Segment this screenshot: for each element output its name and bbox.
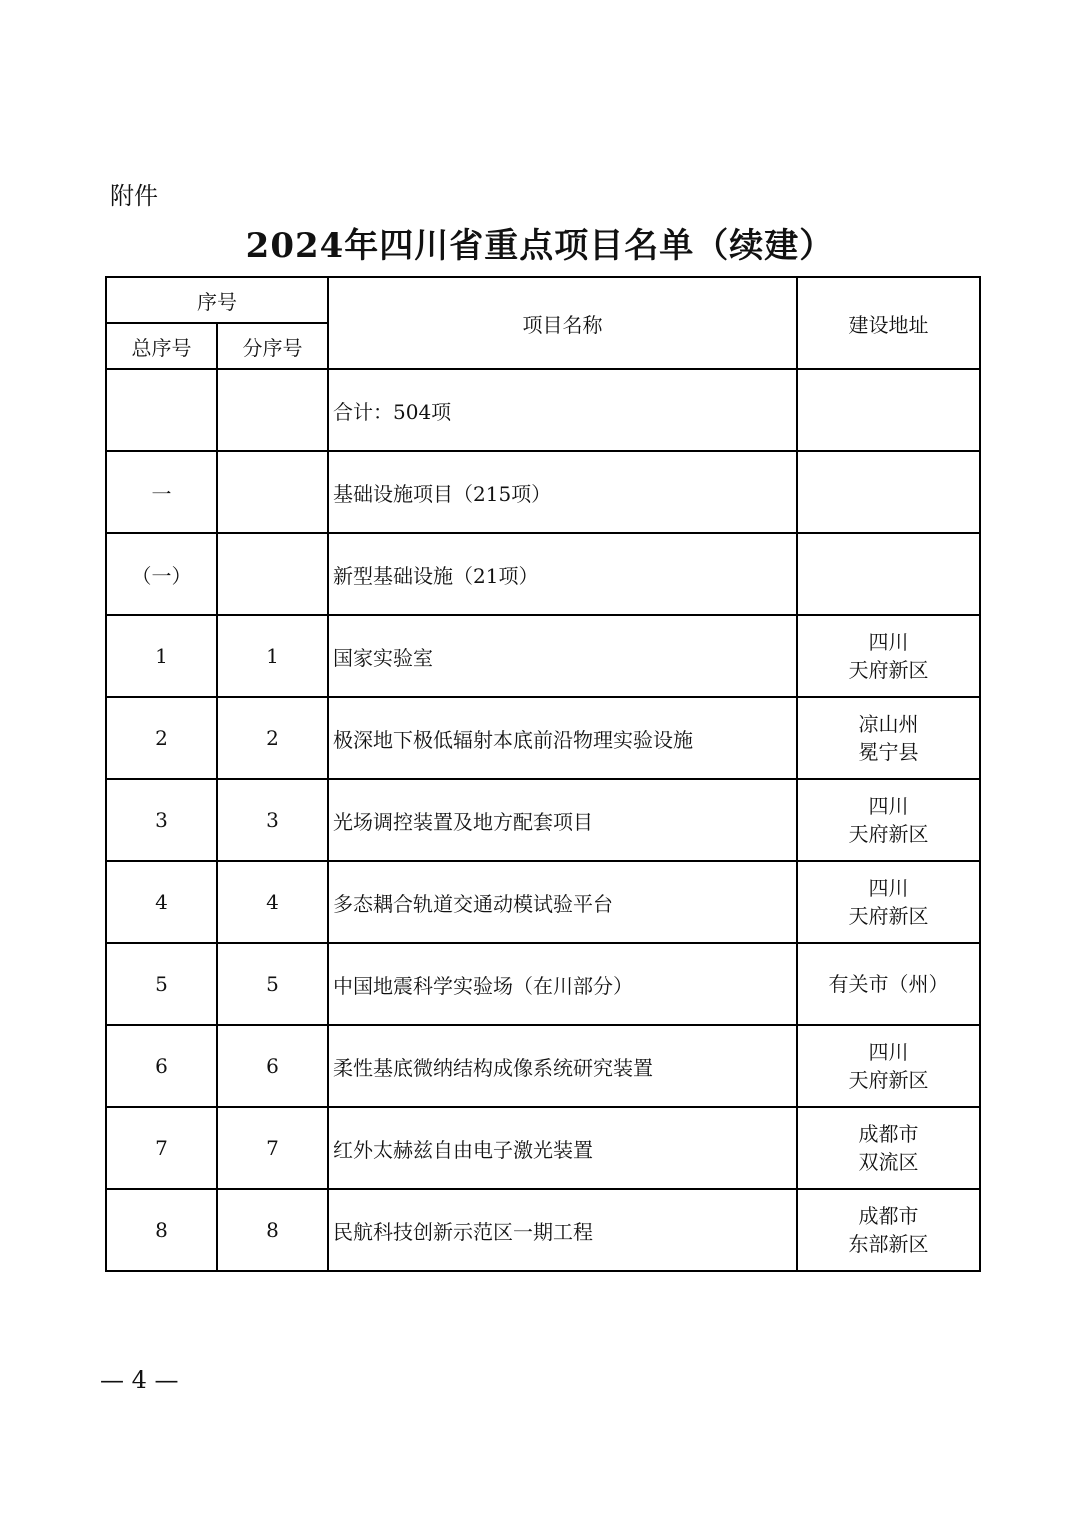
attachment-label: 附件 [110,182,158,210]
location-cell [797,861,980,943]
project-name-cell: 国家实验室 [328,615,797,697]
sub-seq-cell [217,369,328,451]
location-line-2: 天府新区 [848,658,929,682]
table-row [106,1025,980,1107]
project-name-cell: 新型基础设施（21项） [328,533,797,615]
sub-seq-cell [217,533,328,615]
project-name-cell: 红外太赫兹自由电子激光装置 [328,1107,797,1189]
location-line-2: 天府新区 [848,904,929,928]
table-row [106,533,980,615]
project-name-cell: 柔性基底微纳结构成像系统研究装置 [328,1025,797,1107]
project-name-cell: 极深地下极低辐射本底前沿物理实验设施 [328,697,797,779]
sub-seq-cell: 2 [217,697,328,779]
location-cell [797,369,980,451]
page-number: — 4 — [100,1366,179,1394]
total-seq-cell: 5 [106,943,217,1025]
location-line-2: 天府新区 [848,822,929,846]
location-cell [797,615,980,697]
header-total-seq: 总序号 [106,323,217,369]
document-title: 2024年四川省重点项目名单（续建） [245,226,835,266]
project-name-cell: 基础设施项目（215项） [328,451,797,533]
project-name-cell: 中国地震科学实验场（在川部分） [328,943,797,1025]
total-seq-cell: 一 [106,451,217,533]
location-line-1: 四川 [868,630,909,654]
sub-seq-cell: 6 [217,1025,328,1107]
total-seq-cell: 4 [106,861,217,943]
project-name-cell: 合计：504项 [328,369,797,451]
sub-seq-cell: 1 [217,615,328,697]
table-row [106,615,980,697]
sub-seq-cell: 8 [217,1189,328,1271]
table-row [106,1107,980,1189]
sub-seq-cell: 4 [217,861,328,943]
header-sub-seq: 分序号 [217,323,328,369]
header-project-name: 项目名称 [328,277,797,369]
sub-seq-cell [217,451,328,533]
table-row [106,943,980,1025]
location-line-2: 冕宁县 [858,740,919,764]
table-row [106,779,980,861]
table-row [106,861,980,943]
location-cell [797,943,980,1025]
project-name-cell: 多态耦合轨道交通动模试验平台 [328,861,797,943]
header-location: 建设地址 [797,277,980,369]
location-line-1: 有关市（州） [828,972,949,996]
total-seq-cell: 2 [106,697,217,779]
location-cell [797,1107,980,1189]
location-cell [797,1189,980,1271]
total-seq-cell: （一） [106,533,217,615]
table-row [106,369,980,451]
location-line-1: 四川 [868,794,909,818]
sub-seq-cell: 5 [217,943,328,1025]
location-cell [797,779,980,861]
project-name-cell: 民航科技创新示范区一期工程 [328,1189,797,1271]
location-cell [797,697,980,779]
location-line-1: 凉山州 [858,712,919,736]
total-seq-cell: 3 [106,779,217,861]
table-row [106,697,980,779]
table-row [106,1189,980,1271]
location-line-2: 天府新区 [848,1068,929,1092]
location-line-2: 东部新区 [848,1232,929,1256]
total-seq-cell: 1 [106,615,217,697]
location-line-2: 双流区 [858,1150,919,1174]
header-seq-group: 序号 [106,277,328,323]
project-table [105,276,981,1272]
project-name-cell: 光场调控装置及地方配套项目 [328,779,797,861]
table-row [106,451,980,533]
location-cell [797,451,980,533]
total-seq-cell [106,369,217,451]
header-row [106,277,980,323]
total-seq-cell: 7 [106,1107,217,1189]
location-cell [797,1025,980,1107]
total-seq-cell: 6 [106,1025,217,1107]
location-line-1: 成都市 [858,1122,919,1146]
location-cell [797,533,980,615]
location-line-1: 四川 [868,1040,909,1064]
location-line-1: 成都市 [858,1204,919,1228]
location-line-1: 四川 [868,876,909,900]
sub-seq-cell: 7 [217,1107,328,1189]
total-seq-cell: 8 [106,1189,217,1271]
sub-seq-cell: 3 [217,779,328,861]
